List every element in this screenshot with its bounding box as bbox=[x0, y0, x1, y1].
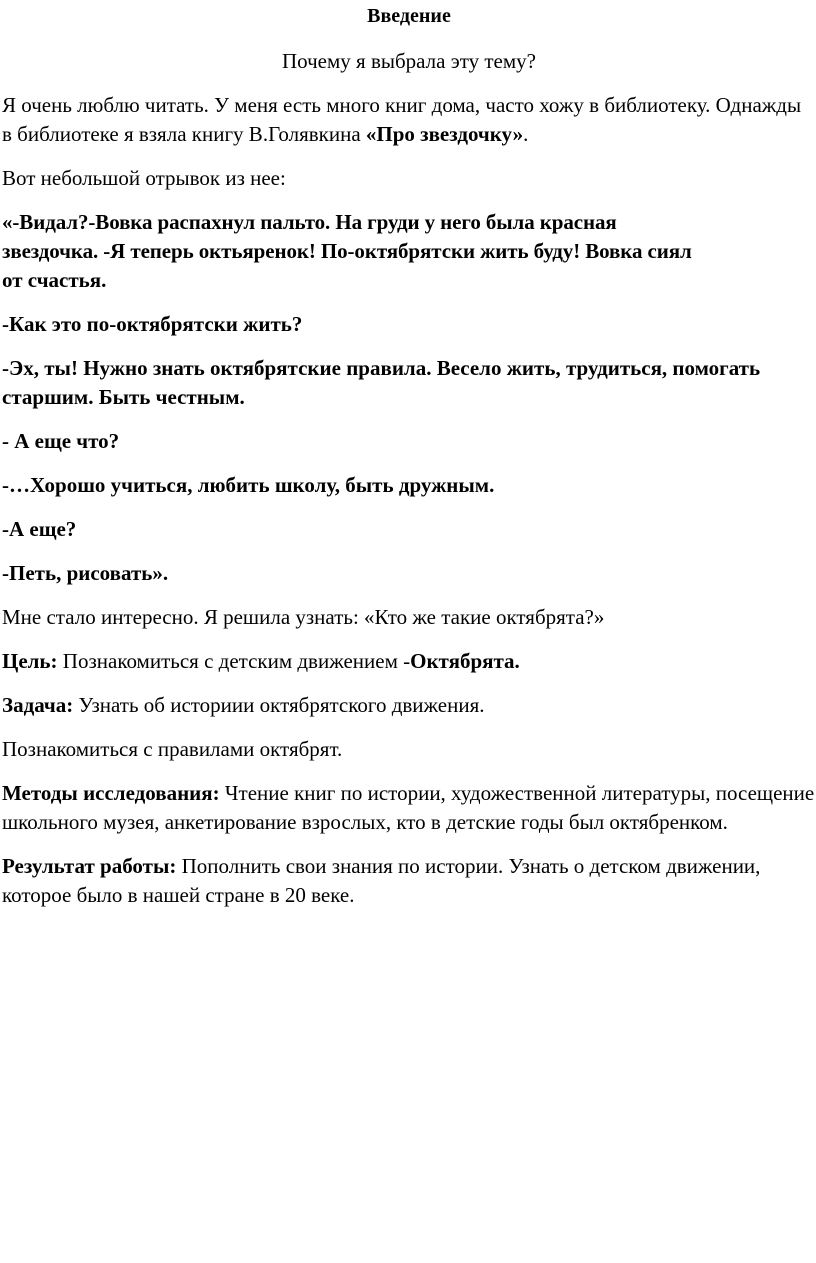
excerpt-question-1: -Как это по-октябрятски жить? bbox=[2, 312, 303, 336]
task2-paragraph: Познакомиться с правилами октябрят. bbox=[2, 737, 343, 761]
excerpt-answer-2: -…Хорошо учиться, любить школу, быть дружным. bbox=[2, 473, 495, 497]
excerpt-question-3: -А еще? bbox=[2, 517, 77, 541]
book-title: «Про звездочку» bbox=[365, 122, 524, 146]
document-subtitle: Почему я выбрала эту тему? bbox=[282, 49, 536, 73]
document-title: Введение bbox=[367, 5, 451, 27]
methods-label: Методы исследования: bbox=[2, 781, 220, 805]
excerpt-lead: Вот небольшой отрывок из нее: bbox=[2, 166, 286, 190]
task-label: Задача: bbox=[2, 693, 74, 717]
excerpt-answer-1: -Эх, ты! Нужно знать октябрятские правила. Весело жить, трудиться, помогать старшим. Быть честным. bbox=[2, 356, 761, 409]
interest-paragraph: Мне стало интересно. Я решила узнать: «Кто же такие октябрята?» bbox=[2, 605, 605, 629]
intro-paragraph bbox=[2, 91, 816, 149]
excerpt-line-1: «-Видал?-Вовка распахнул пальто. На груди у него была красная bbox=[2, 210, 617, 234]
excerpt-line-2: звездочка. -Я теперь октьяренок! По-октябрятски жить буду! Вовка сиял bbox=[2, 239, 692, 263]
task-paragraph bbox=[2, 691, 816, 720]
goal-text: Познакомиться с детским движением - bbox=[57, 649, 411, 673]
goal-label: Цель: bbox=[2, 649, 58, 673]
result-label: Результат работы: bbox=[2, 854, 177, 878]
excerpt-opening bbox=[2, 208, 816, 295]
goal-bold-text: Октябрята. bbox=[410, 649, 520, 673]
goal-paragraph bbox=[2, 647, 816, 676]
intro-text: Я очень люблю читать. У меня есть много книг дома, часто хожу в библиотеку. Однажды в библиотеке я взяла книгу В.Голявкина bbox=[2, 93, 802, 146]
excerpt-block bbox=[2, 208, 816, 588]
methods-paragraph bbox=[2, 779, 816, 837]
intro-end: . bbox=[523, 122, 529, 146]
result-paragraph bbox=[2, 852, 816, 910]
excerpt-answer-3: -Петь, рисовать». bbox=[2, 561, 169, 585]
task-text: Узнать об историии октябрятского движения. bbox=[73, 693, 485, 717]
methods-text: Чтение книг по истории, художественной литературы, посещение школьного музея, анкетирование взрослых, кто в детские годы был октябренком. bbox=[2, 781, 815, 834]
excerpt-line-3: от счастья. bbox=[2, 268, 107, 292]
excerpt-question-2: - А еще что? bbox=[2, 429, 120, 453]
result-text: Пополнить свои знания по истории. Узнать о детском движении, которое было в нашей стране в 20 веке. bbox=[2, 854, 761, 907]
